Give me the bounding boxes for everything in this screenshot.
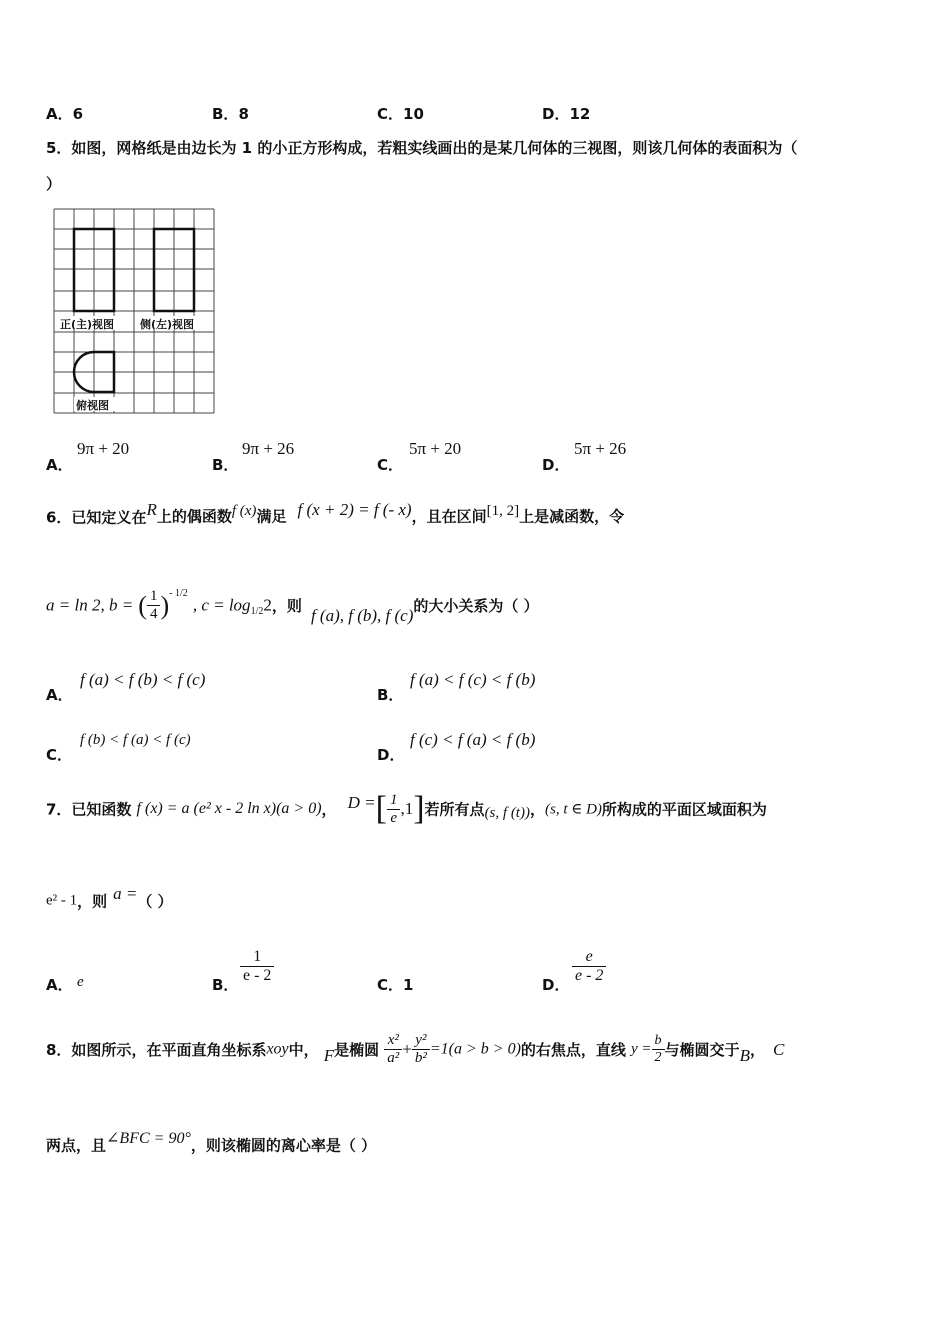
three-view-figure (52, 207, 220, 417)
q6-option-a-label: A． (46, 686, 73, 704)
side-view-label: 侧(左)视图 (140, 318, 195, 331)
q6-option-d-value: f (c) < f (a) < f (b) (410, 730, 536, 749)
q5-option-a-label: A． (46, 456, 73, 474)
q4-option-d: D．12 (542, 105, 591, 123)
q7-option-b-label: B． (212, 976, 239, 994)
q5-option-b-value: 9π + 26 (242, 439, 295, 458)
q6-definitions: a = ln 2, b = ( $\frac{1}{4}$ )$^{- 1/2}$ , $c = \log_{1/2}2$，则 f (a), f (b), f (c)的大小关系为（ ） (46, 588, 539, 625)
q5-option-a-value: 9π + 20 (77, 439, 130, 458)
q6-option-d-label: D． (377, 746, 405, 764)
grid-figure-svg (52, 207, 220, 417)
q7-option-d-value: $\frac{e}{e - 2}$ (572, 948, 606, 985)
q8-stem-line1: 8．如图所示，在平面直角坐标系xoy中， F是椭圆 $\frac{\text{x²}}{\text{a²}}$ + $\frac{\text{y²}}{\text{b²}}$ =1(a > b > 0)的右焦点，直线 y = $\frac{b}{2}$ 与椭圆交于B， C (46, 1032, 785, 1066)
q7-stem-line2: e² - 1，则 a =（ ） (46, 884, 173, 911)
q6-option-c-label: C． (46, 746, 73, 764)
q4-option-b: B．8 (212, 105, 249, 123)
q7-option-a-value: e (77, 974, 84, 990)
q7-option-a-label: A． (46, 976, 73, 994)
q7-option-d-label: D． (542, 976, 570, 994)
q6-option-b-label: B． (377, 686, 404, 704)
q5-stem-end: ） (46, 175, 62, 193)
q6-option-c-value: f (b) < f (a) < f (c) (80, 732, 191, 748)
front-view-label: 正(主)视图 (60, 318, 115, 331)
q5-option-c-label: C． (377, 456, 404, 474)
q6-stem-line1: 6．已知定义在R上的偶函数f (x)满足 f (x + 2) = f (- x)，且在区间[1, 2]上是减函数，令 (46, 500, 625, 527)
q5-stem: 5．如图，网格纸是由边长为 1 的小正方形构成，若粗实线画出的是某几何体的三视图，则该几何体的表面积为（ (46, 139, 798, 157)
q7-option-c-label: C．1 (377, 976, 414, 994)
q5-option-b-label: B． (212, 456, 239, 474)
q4-option-a: A．6 (46, 105, 84, 123)
q5-option-c-value: 5π + 20 (409, 439, 462, 458)
q4-option-c: C．10 (377, 105, 424, 123)
q6-option-b-value: f (a) < f (c) < f (b) (410, 670, 536, 689)
q6-option-a-value: f (a) < f (b) < f (c) (80, 670, 206, 689)
q7-stem-line1: 7．已知函数 f (x) = a (e² x - 2 ln x)(a > 0)， D =[ $\frac{1}{e}$ ,1]若所有点(s, f (t))，(s, t ∈ D)所构成的平面区域面积为 (46, 790, 767, 827)
q5-option-d-value: 5π + 26 (574, 439, 627, 458)
q8-stem-line2: 两点，且∠BFC = 90°，则该椭圆的离心率是（ ） (46, 1130, 377, 1155)
q5-option-d-label: D． (542, 456, 570, 474)
q7-option-b-value: $\frac{1}{e - 2}$ (240, 948, 274, 985)
top-view-label: 俯视图 (76, 399, 109, 412)
